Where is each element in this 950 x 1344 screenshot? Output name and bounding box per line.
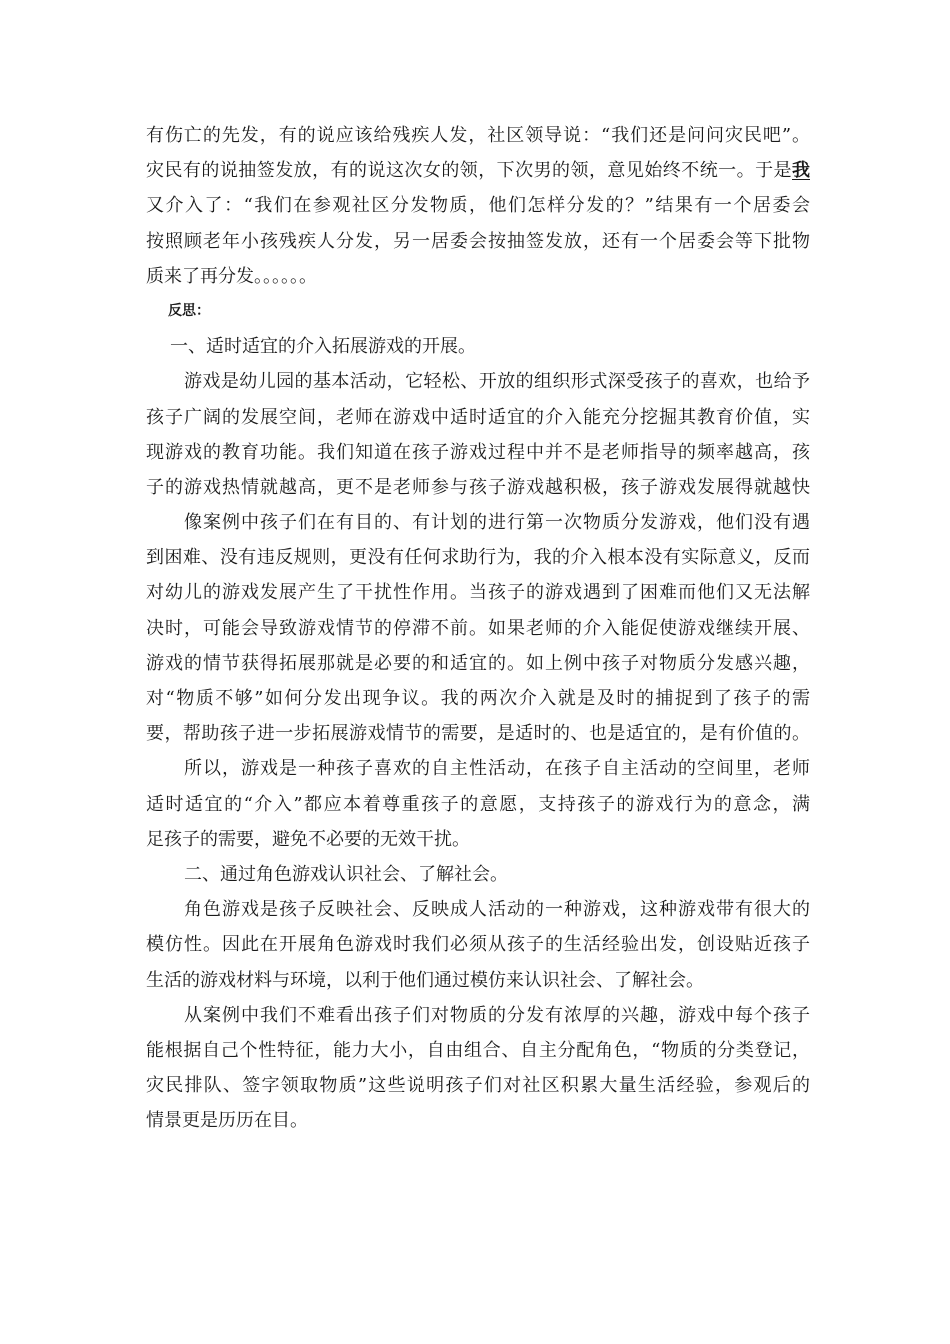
section-heading-2: 二、通过角色游戏认识社会、了解社会。 [184,863,508,885]
paragraph-line: 对“物质不够”如何分发出现争议。我的两次介入就是及时的捕捉到了孩子的需 [146,688,810,709]
line-text: 灾民有的说抽签发放，有的说这次女的领，下次男的领，意见始终不统一。于是 [146,160,792,182]
paragraph-line: 像案例中孩子们在有目的、有计划的进行第一次物质分发游戏，他们没有遇 [184,512,810,534]
paragraph-line: 子的游戏热情就越高，更不是老师参与孩子游戏越积极，孩子游戏发展得就越快 [146,476,810,498]
paragraph-line: 孩子广阔的发展空间，老师在游戏中适时适宜的介入能充分挖掘其教育价值，实 [146,406,810,428]
section-heading-1: 一、适时适宜的介入拓展游戏的开展。 [170,336,476,358]
paragraph-line: 游戏的情节获得拓展那就是必要的和适宜的。如上例中孩子对物质分发感兴趣， [146,652,810,674]
paragraph-line: 情景更是历历在目。 [146,1110,308,1132]
paragraph-line: 适时适宜的“介入”都应本着尊重孩子的意愿，支持孩子的游戏行为的意念，满 [146,793,810,815]
paragraph-line: 到困难、没有违反规则，更没有任何求助行为，我的介入根本没有实际意义，反而 [146,547,810,569]
paragraph-line: 有伤亡的先发，有的说应该给残疾人发，社区领导说：“我们还是问问灾民吧”。 [146,125,810,146]
paragraph-line: 对幼儿的游戏发展产生了干扰性作用。当孩子的游戏遇到了困难而他们又无法解 [146,582,810,604]
paragraph-line: 决时，可能会导致游戏情节的停滞不前。如果老师的介入能促使游戏继续开展、 [146,617,810,639]
paragraph-line [146,153,810,188]
paragraph-line: 足孩子的需要，避免不必要的无效干扰。 [146,828,470,850]
paragraph-line: 灾民排队、签字领取物质”这些说明孩子们对社区积累大量生活经验，参观后的 [146,1075,810,1097]
reflection-label: 反思： [168,302,210,319]
paragraph-line: 游戏是幼儿园的基本活动，它轻松、开放的组织形式深受孩子的喜欢，也给予 [184,371,810,393]
paragraph-line: 按照顾老年小孩残疾人分发，另一居委会按抽签发放，还有一个居委会等下批物 [146,230,810,252]
paragraph-line: 又介入了：“我们在参观社区分发物质，他们怎样分发的？”结果有一个居委会 [146,195,810,217]
paragraph-line: 角色游戏是孩子反映社会、反映成人活动的一种游戏，这种游戏带有很大的 [184,899,810,921]
document-page [146,118,810,1138]
paragraph-line: 要，帮助孩子进一步拓展游戏情节的需要，是适时的、也是适宜的，是有价值的。 [146,723,810,745]
paragraph-line: 所以，游戏是一种孩子喜欢的自主性活动，在孩子自主活动的空间里，老师 [184,758,810,780]
emphasized-char: 我 [792,160,810,182]
paragraph-line: 质来了再分发。。。。。。 [146,265,317,287]
paragraph-line: 现游戏的教育功能。我们知道在孩子游戏过程中并不是老师指导的频率越高，孩 [146,441,810,463]
paragraph-line: 生活的游戏材料与环境，以利于他们通过模仿来认识社会、了解社会。 [146,969,704,991]
paragraph-line: 模仿性。因此在开展角色游戏时我们必须从孩子的生活经验出发，创设贴近孩子 [146,934,810,956]
paragraph-line: 能根据自己个性特征，能力大小，自由组合、自主分配角色，“物质的分类登记， [146,1039,810,1061]
paragraph-line: 从案例中我们不难看出孩子们对物质的分发有浓厚的兴趣，游戏中每个孩子 [184,1004,810,1026]
